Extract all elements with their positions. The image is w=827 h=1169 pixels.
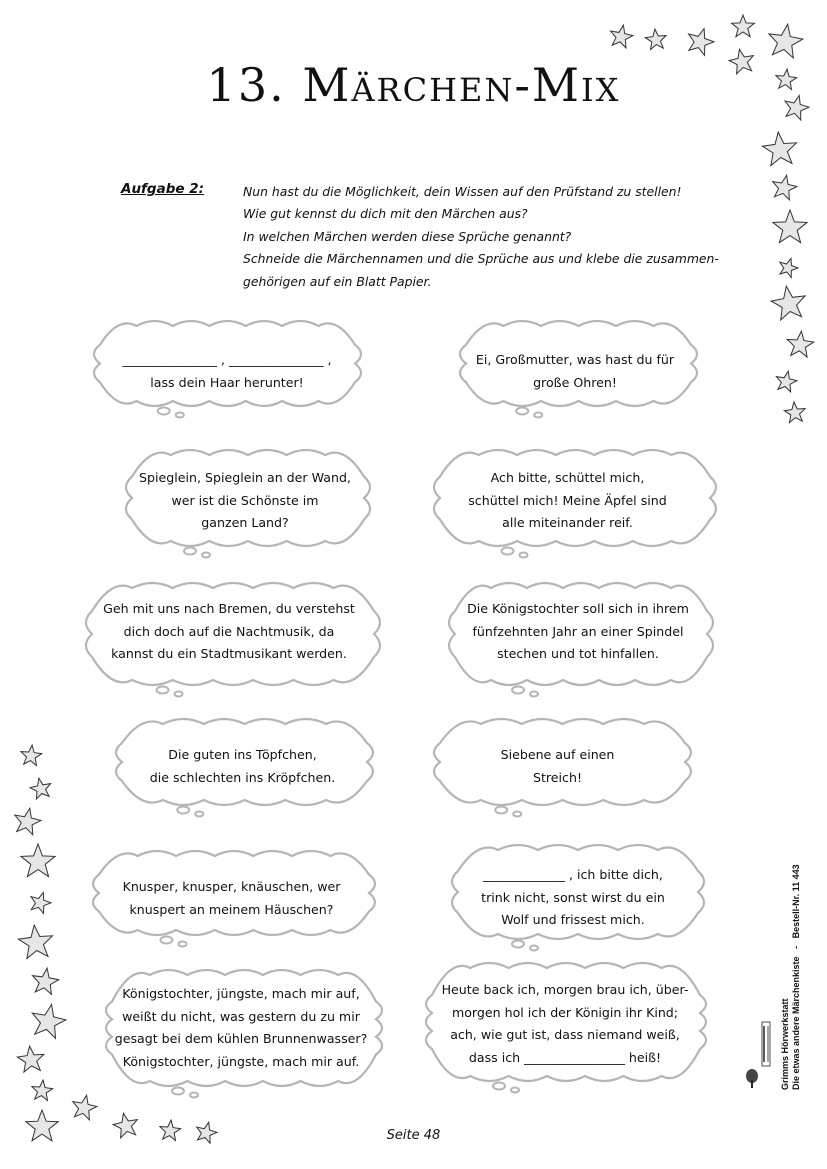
publisher-info [780, 864, 802, 1090]
task-line: Wie gut kennst du dich mit den Märchen aus? [243, 206, 528, 222]
task-line: In welchen Märchen werden diese Sprüche genannt? [243, 228, 572, 244]
star-icon [32, 1080, 53, 1100]
star-icon [784, 402, 805, 422]
cloud-line: große Ohren! [533, 374, 617, 390]
star-icon [769, 24, 803, 58]
cloud-toepfchen [115, 744, 370, 789]
cloud-knusper [94, 876, 369, 921]
thought-bubble [512, 941, 524, 948]
series-title: Grimms Hörwerkstatt [780, 998, 790, 1090]
task-line: gehörigen auf ein Blatt Papier. [243, 273, 432, 289]
page-title: 13. Märchen-Mix [206, 58, 621, 112]
star-icon [18, 925, 52, 958]
star-icon [776, 371, 797, 392]
cloud-line: Die guten ins Töpfchen, [168, 747, 317, 762]
thought-bubble [512, 687, 524, 694]
task-line: Nun hast du die Möglichkeit, dein Wissen auf den Prüfstand zu stellen! [243, 184, 682, 199]
thought-bubble [157, 687, 169, 694]
star-icon [773, 210, 807, 243]
cloud-line: morgen hol ich der Königin ihr Kind; [451, 1004, 679, 1020]
cloud-line: die schlechten ins Kröpfchen. [149, 769, 336, 785]
thought-bubble [175, 692, 183, 697]
cloud-spieglein [120, 467, 370, 535]
thought-bubble [177, 807, 189, 814]
cloud-rumpelstilzchen [430, 979, 700, 1069]
cloud-siebene [430, 744, 685, 789]
cloud-line: Spieglein, Spieglein an der Wand, [139, 470, 351, 485]
star-icon [780, 258, 798, 277]
task-instructions [243, 181, 723, 293]
thought-bubble [513, 812, 521, 817]
book-title: Die etwas andere Märchenkiste [791, 956, 801, 1090]
page-number: Seite 48 [386, 1128, 441, 1143]
cloud-line: Ach bitte, schüttel mich, [490, 470, 645, 485]
thought-bubble [158, 408, 170, 415]
star-icon [773, 175, 797, 200]
thought-bubble [511, 1088, 519, 1093]
cloud-line: knuspert an meinem Häuschen? [129, 901, 334, 917]
thought-bubble [534, 413, 542, 418]
thought-bubble [179, 942, 187, 947]
thought-bubble [530, 692, 538, 697]
thought-bubble [195, 812, 203, 817]
star-icon [732, 15, 755, 37]
cloud-line: trink nicht, sonst wirst du ein [481, 889, 665, 905]
cloud-line: dass ich ________________ heiß! [468, 1049, 662, 1065]
cloud-line: schüttel mich! Meine Äpfel sind [468, 492, 667, 508]
star-icon [31, 893, 51, 914]
star-icon [15, 808, 41, 834]
thought-bubble [202, 553, 210, 558]
thought-bubble [176, 413, 184, 418]
cloud-line: _____________ , ich bitte dich, [483, 867, 663, 882]
thought-bubble [530, 946, 538, 951]
thought-bubble [493, 1083, 505, 1090]
cloud-line: Königstochter, jüngste, mach mir auf, [122, 986, 360, 1001]
star-icon [771, 286, 805, 320]
cloud-bremen [84, 598, 374, 666]
cloud-line: lass dein Haar herunter! [150, 374, 304, 390]
cloud-line: Die Königstochter soll sich in ihrem [467, 601, 689, 616]
star-icon [30, 778, 50, 799]
cloud-line: ach, wie gut ist, dass niemand weiß, [450, 1027, 680, 1043]
star-icon [611, 25, 633, 48]
thought-bubble [184, 548, 196, 555]
star-icon [32, 1004, 66, 1038]
thought-bubble [161, 937, 173, 944]
star-icon [33, 968, 59, 994]
thought-bubble [495, 807, 507, 814]
star-icon [645, 29, 666, 49]
cloud-line: alle miteinander reif. [502, 515, 633, 531]
info-separator: - [791, 945, 801, 949]
cloud-bruederchen [452, 864, 694, 932]
publisher-logo [744, 1020, 774, 1090]
cloud-line: wer ist die Schönste im [171, 492, 319, 508]
cloud-line: _______________ , _______________ , [122, 352, 332, 367]
cloud-rapunzel [96, 349, 358, 394]
cloud-line: Ei, Großmutter, was hast du für [475, 352, 675, 367]
star-icon [787, 331, 814, 357]
cloud-line: ganzen Land? [201, 515, 289, 531]
cloud-line: Wolf und frissest mich. [501, 912, 645, 928]
thought-bubble [520, 553, 528, 558]
cloud-line: weißt du nicht, was gestern du zu mir [122, 1008, 360, 1024]
order-number: Bestell-Nr. 11 443 [791, 864, 801, 939]
thought-bubble [502, 548, 514, 555]
star-icon [17, 1046, 44, 1072]
cloud-line: Knusper, knusper, knäuschen, wer [122, 879, 341, 894]
cloud-line: Streich! [532, 769, 583, 785]
star-icon [21, 745, 42, 765]
cloud-line: kannst du ein Stadtmusikant werden. [111, 646, 347, 662]
cloud-apfelbaum [430, 467, 705, 535]
task-line: Schneide die Märchennamen und die Sprüche aus und klebe die zusammen- [243, 251, 719, 267]
cloud-line: fünfzehnten Jahr an einer Spindel [472, 623, 684, 639]
cloud-line: dich doch auf die Nachtmusik, da [123, 623, 335, 639]
cloud-line: gesagt bei dem kühlen Brunnenwasser? [114, 1031, 368, 1047]
task-label: Aufgabe 2: [121, 181, 205, 197]
thought-bubble [190, 1093, 198, 1098]
cloud-line: Königstochter, jüngste, mach mir auf. [122, 1053, 360, 1069]
cloud-line: Siebene auf einen [500, 747, 615, 762]
cloud-froschkoenig [106, 983, 376, 1073]
star-icon [762, 132, 796, 165]
cloud-line: Heute back ich, morgen brau ich, über- [441, 982, 689, 997]
cloud-grossmutter [455, 349, 695, 394]
thought-bubble [172, 1088, 184, 1095]
star-icon [689, 29, 714, 56]
cloud-line: stechen und tot hinfallen. [497, 646, 659, 662]
cloud-line: Geh mit uns nach Bremen, du verstehst [103, 601, 355, 616]
star-icon [21, 844, 55, 877]
thought-bubble [516, 408, 528, 415]
star-icon [73, 1095, 97, 1120]
tree-logo-icon [744, 1020, 774, 1090]
cloud-spindel [447, 598, 709, 666]
